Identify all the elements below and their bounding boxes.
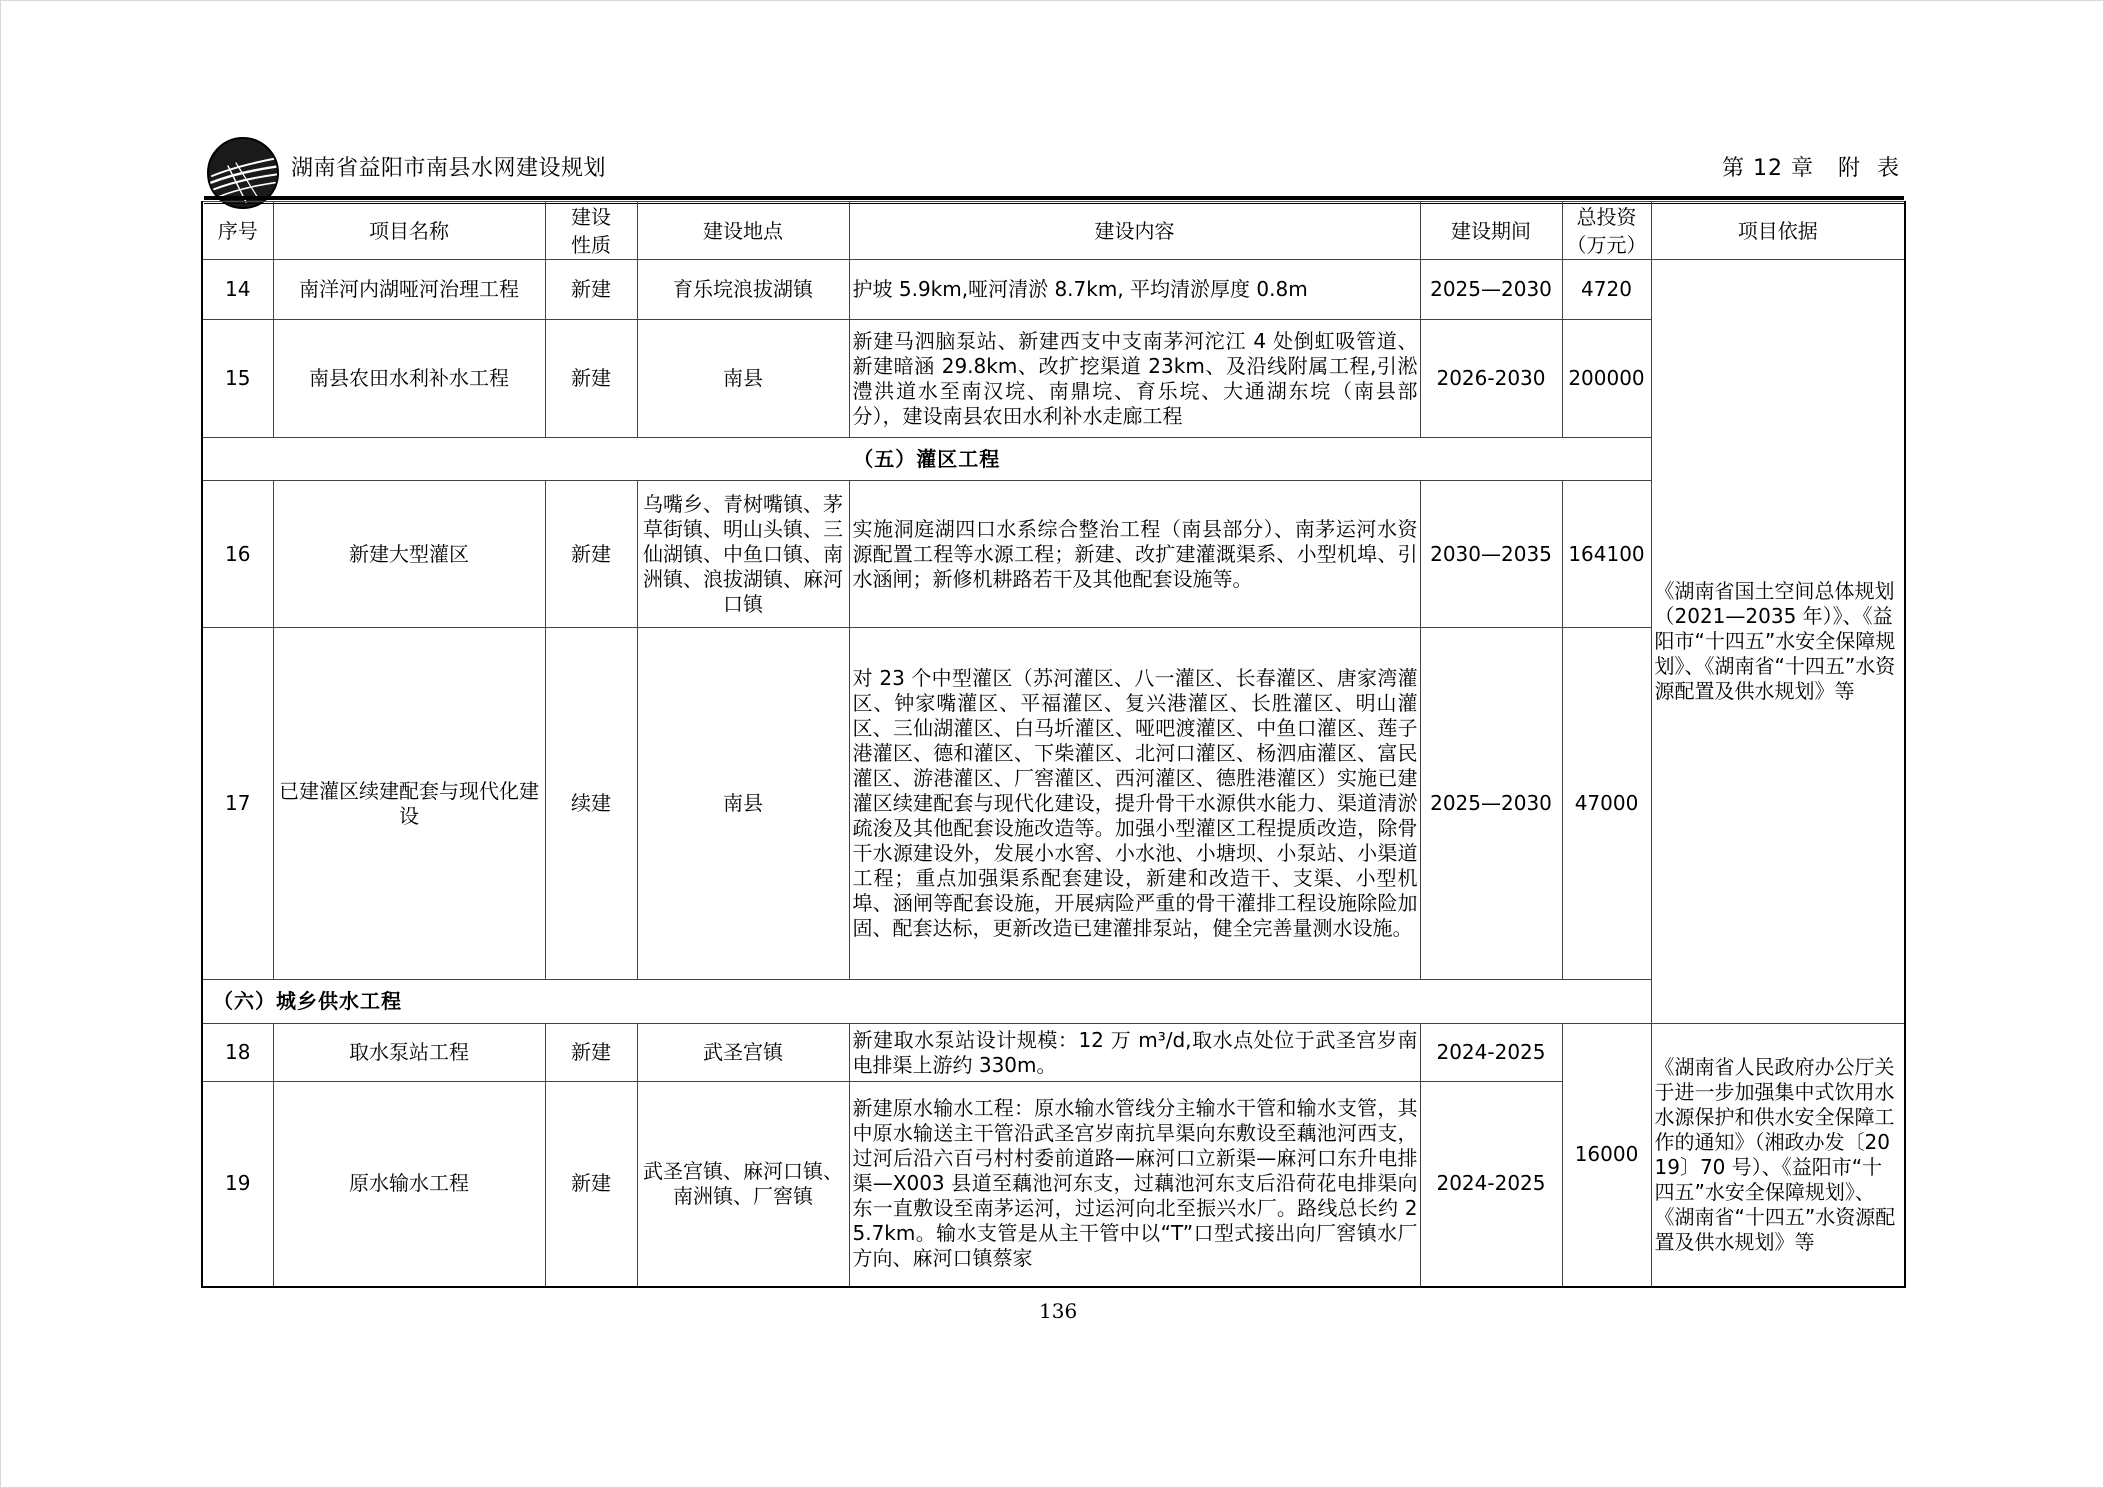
column-header: 建设地点 (637, 202, 849, 260)
project-name: 新建大型灌区 (273, 481, 545, 628)
project-basis: 《湖南省国土空间总体规划（2021—2035 年）》、《益阳市“十四五”水安全保障规划》、《湖南省“十四五”水资源配置及供水规划》等 (1651, 260, 1905, 1024)
page-number: 136 (1039, 1299, 1078, 1323)
construction-content: 实施洞庭湖四口水系综合整治工程（南县部分）、南茅运河水资源配置工程等水源工程；新建、改扩建灌溉渠系、小型机埠、引水涵闸；新修机耕路若干及其他配套设施等。 (849, 481, 1420, 628)
total-investment: 200000 (1562, 320, 1651, 438)
column-header: 建设 性质 (545, 202, 637, 260)
construction-nature: 新建 (545, 481, 637, 628)
column-header: 总投资 （万元） (1562, 202, 1651, 260)
construction-nature: 新建 (545, 320, 637, 438)
table-header-row (202, 202, 1905, 260)
construction-location: 武圣宫镇、麻河口镇、南洲镇、厂窖镇 (637, 1082, 849, 1287)
section-heading: （五）灌区工程 (202, 438, 1651, 481)
column-header: 建设期间 (1420, 202, 1562, 260)
column-header: 项目名称 (273, 202, 545, 260)
table-row (202, 628, 1905, 980)
total-investment: 4720 (1562, 260, 1651, 320)
row-number: 16 (202, 481, 273, 628)
construction-content: 新建取水泵站设计规模：12 万 m³/d,取水点处位于武圣宫岁南电排渠上游约 330m。 (849, 1024, 1420, 1082)
construction-location: 育乐垸浪拔湖镇 (637, 260, 849, 320)
chapter-label: 第 12 章 附 表 (1722, 156, 1900, 181)
table-row (202, 1024, 1905, 1082)
total-investment: 47000 (1562, 628, 1651, 980)
construction-nature: 新建 (545, 1024, 637, 1082)
section-row (202, 438, 1905, 481)
total-investment: 16000 (1562, 1024, 1651, 1287)
construction-nature: 续建 (545, 628, 637, 980)
row-number: 15 (202, 320, 273, 438)
construction-period: 2025—2030 (1420, 628, 1562, 980)
project-name: 南洋河内湖哑河治理工程 (273, 260, 545, 320)
table-row (202, 320, 1905, 438)
construction-content: 新建原水输水工程：原水输水管线分主输水干管和输水支管，其中原水输送主干管沿武圣宫岁南抗旱渠向东敷设至藕池河西支，过河后沿六百弓村村委前道路—麻河口立新渠—麻河口东升电排渠—X003 县道至藕池河东支，过藕池河东支后沿荷花电排渠向东一直敷设至南茅运河，过运河向北至振兴水厂。路线总长约 25.7km。输水支管是从主干管中以“T”口型式接出向厂窖镇水厂方向、麻河口镇蔡家 (849, 1082, 1420, 1287)
construction-nature: 新建 (545, 1082, 637, 1287)
construction-content: 新建马泗脑泵站、新建西支中支南茅河沱江 4 处倒虹吸管道、新建暗涵 29.8km、改扩挖渠道 23km、及沿线附属工程,引淞澧洪道水至南汉垸、南鼎垸、育乐垸、大通湖东垸（南县部分），建设南县农田水利补水走廊工程 (849, 320, 1420, 438)
row-number: 18 (202, 1024, 273, 1082)
construction-content: 护坡 5.9km,哑河清淤 8.7km, 平均清淤厚度 0.8m (849, 260, 1420, 320)
column-header: 项目依据 (1651, 202, 1905, 260)
row-number: 14 (202, 260, 273, 320)
row-number: 17 (202, 628, 273, 980)
table-row (202, 481, 1905, 628)
project-name: 原水输水工程 (273, 1082, 545, 1287)
construction-content: 对 23 个中型灌区（苏河灌区、八一灌区、长春灌区、唐家湾灌区、钟家嘴灌区、平福灌区、复兴港灌区、长胜灌区、明山灌区、三仙湖灌区、白马圻灌区、哑吧渡灌区、中鱼口灌区、莲子港灌区、德和灌区、下柴灌区、北河口灌区、杨泗庙灌区、富民灌区、游港灌区、厂窖灌区、西河灌区、德胜港灌区）实施已建灌区续建配套与现代化建设，提升骨干水源供水能力、渠道清淤疏浚及其他配套设施改造等。加强小型灌区工程提质改造，除骨干水源建设外，发展小水窖、小水池、小塘坝、小泵站、小渠道工程；重点加强渠系配套建设，新建和改造干、支渠、小型机埠、涵闸等配套设施，开展病险严重的骨干灌排工程设施除险加固、配套达标，更新改造已建灌排泵站，健全完善量测水设施。 (849, 628, 1420, 980)
table-row (202, 260, 1905, 320)
project-name: 南县农田水利补水工程 (273, 320, 545, 438)
project-name: 已建灌区续建配套与现代化建设 (273, 628, 545, 980)
header-rule (204, 196, 1904, 200)
row-number: 19 (202, 1082, 273, 1287)
construction-location: 南县 (637, 320, 849, 438)
construction-period: 2024-2025 (1420, 1024, 1562, 1082)
construction-location: 武圣宫镇 (637, 1024, 849, 1082)
document-title: 湖南省益阳市南县水网建设规划 (291, 156, 607, 181)
construction-location: 南县 (637, 628, 849, 980)
construction-nature: 新建 (545, 260, 637, 320)
construction-location: 乌嘴乡、青树嘴镇、茅草街镇、明山头镇、三仙湖镇、中鱼口镇、南洲镇、浪拔湖镇、麻河口镇 (637, 481, 849, 628)
project-basis: 《湖南省人民政府办公厅关于进一步加强集中式饮用水水源保护和供水安全保障工作的通知》（湘政办发〔2019〕70 号）、《益阳市“十四五”水安全保障规划》、《湖南省“十四五”水资源配置及供水规划》等 (1651, 1024, 1905, 1287)
construction-period: 2024-2025 (1420, 1082, 1562, 1287)
section-row (202, 980, 1905, 1024)
project-table (201, 201, 1906, 1288)
construction-period: 2025—2030 (1420, 260, 1562, 320)
column-header: 建设内容 (849, 202, 1420, 260)
column-header: 序号 (202, 202, 273, 260)
section-heading: （六）城乡供水工程 (202, 980, 1651, 1024)
project-name: 取水泵站工程 (273, 1024, 545, 1082)
total-investment: 164100 (1562, 481, 1651, 628)
construction-period: 2030—2035 (1420, 481, 1562, 628)
construction-period: 2026-2030 (1420, 320, 1562, 438)
